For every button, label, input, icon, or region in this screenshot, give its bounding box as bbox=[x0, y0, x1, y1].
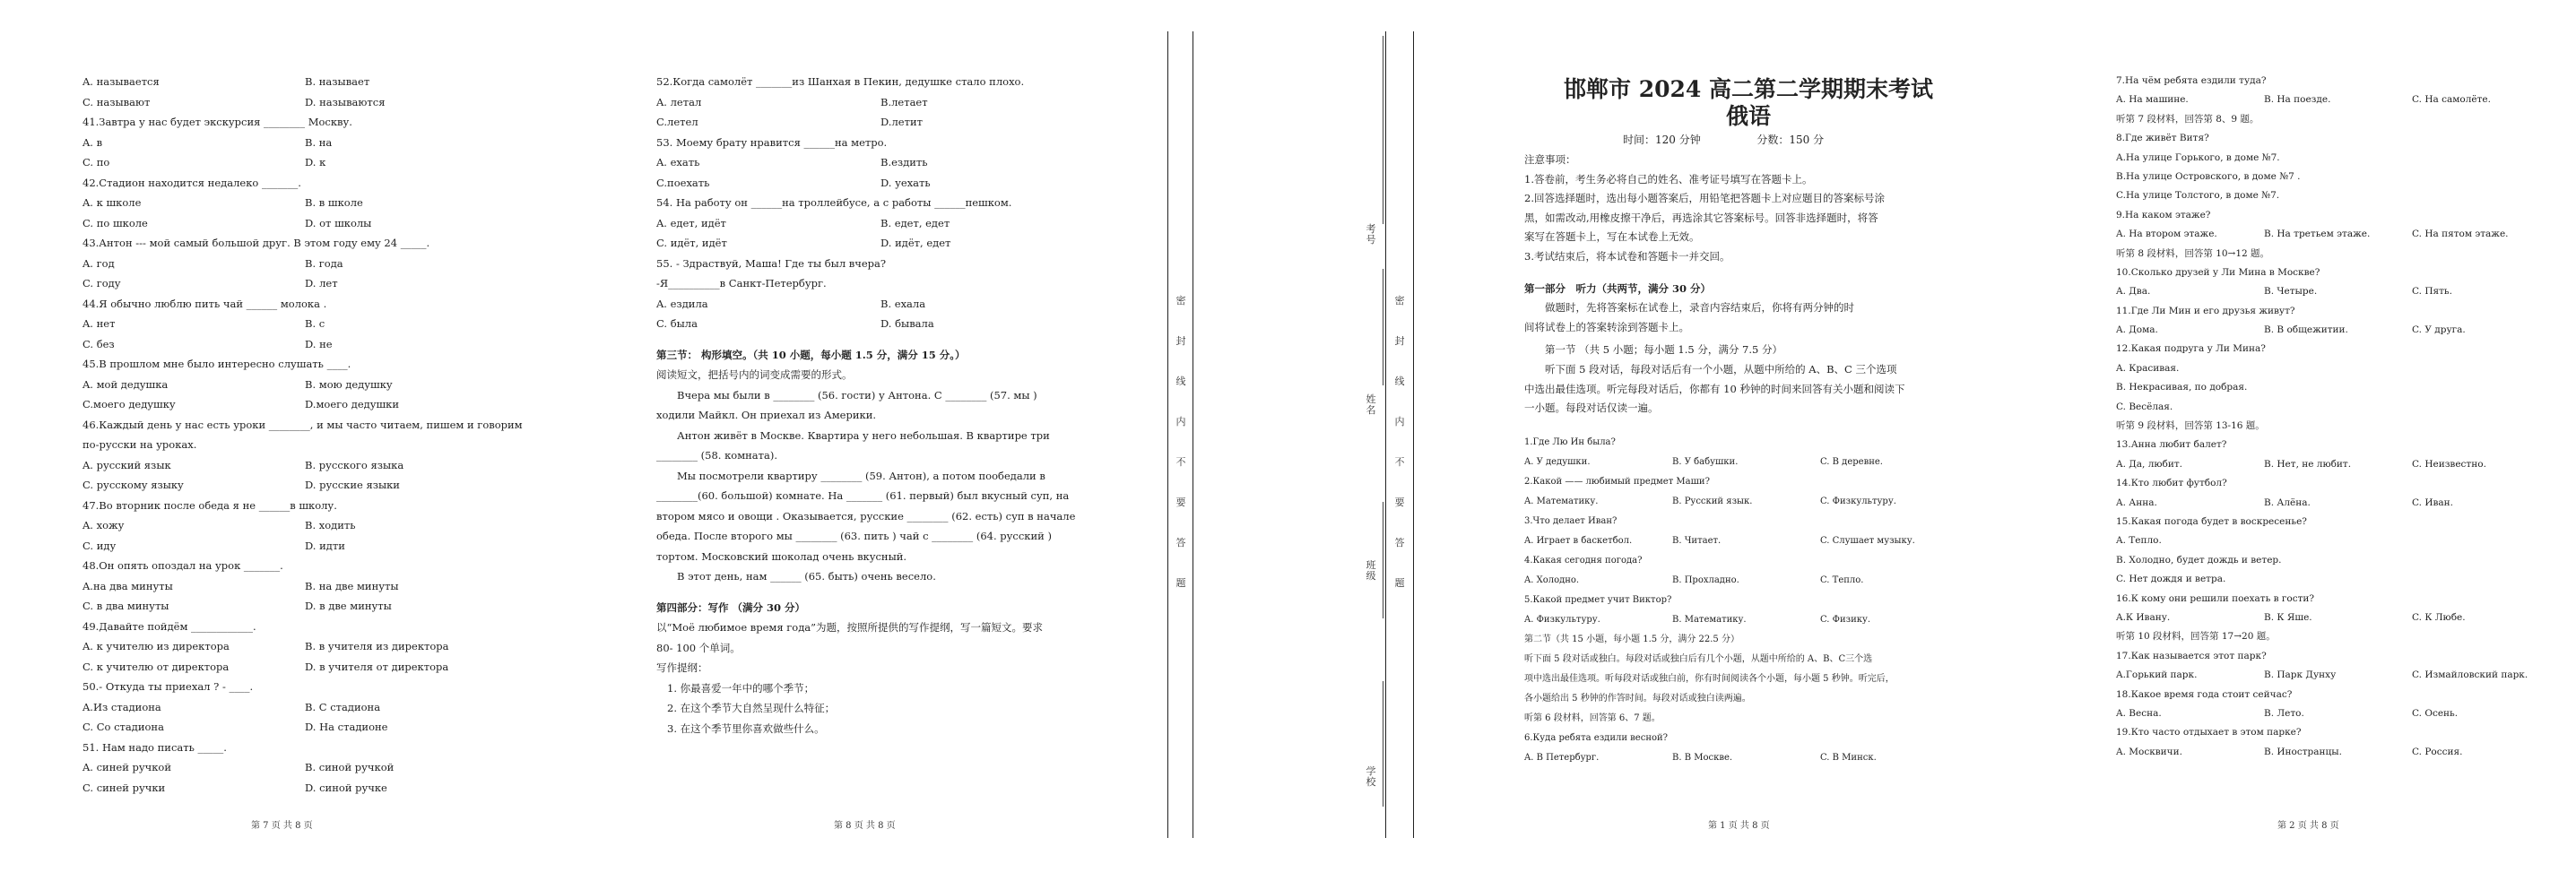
question-text: 55. - Здраствуй, Маша! Где ты был вчера? bbox=[656, 256, 887, 270]
question-text: 42.Стадион находится недалеко _______. bbox=[82, 176, 301, 189]
answer-option: C. по школе bbox=[82, 216, 148, 229]
answer-option: D.моего дедушки bbox=[305, 398, 400, 410]
option-row bbox=[1524, 571, 2026, 591]
exam-subject: 俄语 bbox=[1725, 103, 1771, 129]
question-text: A.На улице Горького, в доме №7. bbox=[2116, 151, 2280, 163]
option-row bbox=[1524, 610, 2026, 630]
question-text: A. Тепло. bbox=[2116, 535, 2162, 547]
option-row bbox=[2116, 455, 2564, 474]
option-row bbox=[82, 536, 638, 557]
answer-option: C. по bbox=[82, 156, 110, 168]
option-row bbox=[82, 657, 638, 678]
question-text: 41.Завтра у нас будет экскурсия ________ Москву. bbox=[82, 116, 352, 128]
answer-option: C. Пять. bbox=[2412, 286, 2452, 298]
answer-option: B. едет, едет bbox=[880, 216, 950, 229]
option-row bbox=[82, 213, 638, 234]
section4-title: 第四部分：写作 （满分 30 分） bbox=[656, 600, 806, 614]
question-text: по-русски на уроках. bbox=[82, 438, 197, 451]
answer-option: A. Да, любит. bbox=[2116, 458, 2183, 470]
writing-prompt-line: 写作提纲： bbox=[656, 661, 708, 674]
answer-option: C. иду bbox=[82, 539, 117, 552]
seal-char: 答 bbox=[1394, 537, 1405, 548]
question-text: 6.Куда ребята ездили весной? bbox=[1524, 732, 1669, 743]
answer-option: B. Прохладно. bbox=[1672, 574, 1739, 585]
answer-option: C. Измайловский парк. bbox=[2412, 669, 2528, 681]
writing-prompt-line: 80- 100 个单词。 bbox=[656, 641, 741, 654]
question-text: B.На улице Островского, в доме №7 . bbox=[2116, 170, 2301, 182]
answer-option: C.поехать bbox=[656, 176, 710, 189]
option-row bbox=[82, 152, 638, 173]
option-row bbox=[82, 273, 638, 294]
answer-option: B. В Москве. bbox=[1672, 752, 1733, 763]
answer-option: A. летал bbox=[656, 95, 702, 108]
answer-option: D. синой ручке bbox=[305, 781, 387, 794]
question-text: 各小题给出 5 秒钟的作答时间。每段对话或独白读两遍。 bbox=[1524, 693, 1751, 704]
answer-option: C. Тепло. bbox=[1820, 574, 1864, 585]
answer-option: C. году bbox=[82, 277, 121, 289]
question-text: 18.Какое время года стоит сейчас? bbox=[2116, 688, 2293, 700]
question-text: 16.К кому они решили поехать в гости? bbox=[2116, 592, 2315, 604]
passage-line: втором мясо и овощи . Оказывается, русские ________ (62. есть) суп в начале bbox=[656, 509, 1076, 523]
question-text: 45.В прошлом мне было интересно слушать ____. bbox=[82, 358, 351, 370]
answer-option: D. бывала bbox=[880, 317, 934, 330]
spacer bbox=[1524, 419, 2026, 433]
seal-char: 线 bbox=[1175, 376, 1186, 387]
page-7-column bbox=[82, 72, 638, 798]
answer-option: A. год bbox=[82, 256, 115, 270]
question-text: C.На улице Толстого, в доме №7. bbox=[2116, 190, 2280, 202]
seal-char: 密 bbox=[1394, 295, 1405, 307]
question-text: 49.Давайте пойдём ____________. bbox=[82, 619, 256, 633]
question-text: 2.Какой —— любимый предмет Маши? bbox=[1524, 476, 1710, 487]
answer-option: D. к bbox=[305, 156, 326, 168]
answer-option: D. лет bbox=[305, 277, 338, 289]
answer-option: C. Физику. bbox=[1820, 614, 1871, 625]
answer-option: D. от школы bbox=[305, 216, 372, 229]
answer-option: C. Со стадиона bbox=[82, 721, 164, 733]
note-line: 黑，如需改动,用橡皮擦干净后，再选涂其它答案标号。回答非选择题时，将答 bbox=[1524, 211, 1878, 224]
question-text: 52.Когда самолёт _______из Шанхая в Пекин, дедушке стало плохо. bbox=[656, 75, 1025, 88]
answer-option: C. На самолёте. bbox=[2412, 94, 2491, 106]
answer-option: B. У бабушки. bbox=[1672, 456, 1739, 467]
option-row bbox=[656, 173, 1096, 194]
option-row bbox=[82, 576, 638, 597]
answer-option: C. в два минуты bbox=[82, 600, 169, 612]
answer-option: A.на два минуты bbox=[82, 579, 173, 592]
page-8-column bbox=[656, 72, 1096, 738]
answer-option: B. Русский язык. bbox=[1672, 496, 1753, 506]
question-text: 47.Во вторник после обеда я не ______в школу. bbox=[82, 498, 337, 512]
option-row bbox=[82, 334, 638, 355]
answer-option: A. ехать bbox=[656, 156, 700, 168]
answer-option: A. Физкультуру. bbox=[1524, 614, 1600, 625]
answer-option: C.моего дедушку bbox=[82, 398, 176, 410]
answer-option: B. в школе bbox=[305, 196, 363, 209]
question-text: 19.Кто часто отдыхает в этом парке? bbox=[2116, 727, 2302, 738]
answer-option: C. была bbox=[656, 317, 698, 330]
question-text: 项中选出最佳选项。听每段对话或独白前，你有时间阅读各个小题，每小题 5 秒钟。听完后， bbox=[1524, 673, 1895, 684]
question-text: 17.Как называется этот парк? bbox=[2116, 650, 2267, 661]
binding-line-1 bbox=[1167, 31, 1168, 838]
label-kaohao: 考号 bbox=[1366, 223, 1376, 246]
answer-option: B. На третьем этаже. bbox=[2264, 229, 2371, 240]
question-text: 46.Каждый день у нас есть уроки ________, и мы часто читаем, пишем и говорим bbox=[82, 418, 523, 431]
option-row bbox=[82, 778, 638, 799]
page-1-column bbox=[1524, 151, 2026, 768]
option-row bbox=[82, 717, 638, 738]
answer-option: B. ходить bbox=[305, 519, 356, 531]
seal-char: 线 bbox=[1394, 376, 1405, 387]
seal-char: 封 bbox=[1394, 335, 1405, 347]
answer-option: C. русскому языку bbox=[82, 479, 184, 491]
answer-option: B.летает bbox=[880, 95, 928, 108]
answer-option: A. Холодно. bbox=[1524, 574, 1580, 585]
answer-option: B. Четыре. bbox=[2264, 286, 2318, 298]
option-row bbox=[82, 133, 638, 153]
label-name: 姓名 bbox=[1366, 393, 1376, 416]
question-text: 5.Какой предмет учит Виктор? bbox=[1524, 594, 1672, 605]
answer-option: C. Неизвестно. bbox=[2412, 458, 2486, 470]
passage-line: Антон живёт в Москве. Квартира у него небольшая. В квартире три bbox=[677, 428, 1050, 442]
question-text: 43.Антон --- мой самый большой друг. В этом году ему 24 _____. bbox=[82, 237, 430, 249]
exam-score: 分数：150 分 bbox=[1756, 134, 1825, 146]
question-text: 53. Моему брату нравится ______на метро. bbox=[656, 135, 888, 149]
question-text: 8.Где живёт Витя? bbox=[2116, 133, 2209, 144]
answer-option: A.Из стадиона bbox=[82, 700, 161, 713]
question-text: 15.Какая погода будет в воскресенье? bbox=[2116, 515, 2307, 527]
question-text: 11.Где Ли Мин и его друзья живут? bbox=[2116, 305, 2295, 316]
answer-option: D.летит bbox=[880, 116, 923, 128]
page-1-footer: 第 1 页 共 8 页 bbox=[1708, 821, 1770, 831]
answer-option: C. синей ручки bbox=[82, 781, 166, 794]
answer-option: B. Лето. bbox=[2264, 707, 2304, 719]
answer-option: A. называется bbox=[82, 75, 160, 88]
answer-option: C. Иван. bbox=[2412, 497, 2453, 508]
option-row bbox=[2116, 225, 2564, 244]
listening-questions bbox=[1524, 433, 2026, 768]
answer-option: A. Весна. bbox=[2116, 707, 2162, 719]
option-row bbox=[656, 294, 1096, 315]
note-line: 案写在答题卡上，写在本试卷上无效。 bbox=[1524, 230, 1700, 244]
option-row bbox=[656, 233, 1096, 254]
answer-option: B. На поезде. bbox=[2264, 94, 2331, 106]
question-text: 12.Какая подруга у Ли Мина? bbox=[2116, 343, 2266, 355]
option-row bbox=[656, 92, 1096, 113]
option-row bbox=[2116, 743, 2564, 762]
question-text: B. Холодно, будет дождь и ветер. bbox=[2116, 554, 2282, 566]
seal-char: 要 bbox=[1394, 497, 1405, 508]
option-row bbox=[2116, 321, 2564, 340]
section1-text: 中选出最佳选项。听完每段对话后，你都有 10 秒钟的时间来回答有关小题和阅读下 bbox=[1524, 382, 1905, 395]
option-row bbox=[82, 455, 638, 476]
question-text: 1.Где Лю Ин была? bbox=[1524, 436, 1616, 447]
answer-option: A. Анна. bbox=[2116, 497, 2157, 508]
answer-option: C. без bbox=[82, 337, 115, 350]
writing-prompt-line: 以“Моё любимое время года”为题，按照所提供的写作提纲，写一篇短文。要求 bbox=[656, 621, 1044, 634]
option-row bbox=[82, 757, 638, 778]
answer-option: A. к школе bbox=[82, 196, 142, 209]
exam-title: 邯郸市 2024 高二第二学期期末考试 bbox=[1564, 76, 1933, 102]
answer-option: A. Математику. bbox=[1524, 496, 1599, 506]
passage-line: Мы посмотрели квартиру ________ (59. Антон), а потом пообедали в bbox=[677, 469, 1045, 482]
question-text: 54. На работу он ______на троллейбусе, а с работы ______пешком. bbox=[656, 196, 1012, 209]
answer-option: B. русского языка bbox=[305, 458, 404, 471]
answer-option: A. На втором этаже. bbox=[2116, 229, 2217, 240]
seal-char: 内 bbox=[1394, 416, 1405, 428]
answer-option: B. Алёна. bbox=[2264, 497, 2311, 508]
passage-line: ________(60. большой) комнате. На _______ (61. первый) был вкусный суп, на bbox=[656, 489, 1070, 502]
option-row bbox=[82, 475, 638, 496]
option-row bbox=[1524, 748, 2026, 768]
option-row bbox=[82, 314, 638, 334]
question-text: 3.Что делает Иван? bbox=[1524, 515, 1618, 526]
writing-prompt-line: 3. 在这个季节里你喜欢做些什么。 bbox=[667, 721, 825, 735]
writing-prompt-line: 2. 在这个季节大自然呈现什么特征； bbox=[667, 702, 836, 714]
question-text: 44.Я обычно люблю пить чай ______ молока . bbox=[82, 297, 327, 310]
answer-option: C. идёт, идёт bbox=[656, 237, 727, 249]
question-text: 听第 9 段材料，回答第 13-16 题。 bbox=[2116, 420, 2265, 432]
section3-title: 第三节： 构形填空。（共 10 小题，每小题 1.5 分，满分 15 分。） bbox=[656, 348, 966, 361]
answer-option: A. в bbox=[82, 135, 103, 149]
option-row bbox=[1524, 453, 2026, 472]
answer-option: C. В Минск. bbox=[1820, 752, 1877, 763]
question-text: C. Нет дождя и ветра. bbox=[2116, 574, 2226, 585]
note-line: 3.考试结束后，将本试卷和答题卡一并交回。 bbox=[1524, 249, 1730, 263]
question-text: 7.На чём ребята ездили туда? bbox=[2116, 75, 2267, 86]
section1-text: 听下面 5 段对话，每段对话后有一个小题，从题中所给的 A、B、C 三个选项 bbox=[1545, 362, 1897, 376]
passage-line: обеда. После второго мы ________ (63. пить ) чай с ________ (64. русский ) bbox=[656, 530, 1052, 542]
question-text: A. Красивая. bbox=[2116, 362, 2180, 374]
option-row bbox=[82, 375, 638, 395]
answer-option: B. с bbox=[305, 317, 325, 330]
passage-line: ________ (58. комната). bbox=[656, 449, 778, 462]
note-line: 2.回答选择题时，选出每小题答案后，用铅笔把答题卡上对应题目的答案标号涂 bbox=[1524, 192, 1885, 205]
answer-option: D. идёт, едет bbox=[880, 237, 951, 249]
question-text: 听第 6 段材料，回答第 6、7 题。 bbox=[1524, 713, 1661, 723]
seal-char: 要 bbox=[1175, 497, 1186, 508]
seal-char: 内 bbox=[1175, 416, 1186, 428]
note-line: 1.答卷前，考生务必将自己的姓名、准考证号填写在答题卡上。 bbox=[1524, 172, 1813, 186]
page-2-footer: 第 2 页 共 8 页 bbox=[2277, 821, 2339, 831]
option-row bbox=[82, 515, 638, 536]
part1-text: 间将试卷上的答案转涂到答题卡上。 bbox=[1524, 320, 1689, 333]
seal-char: 答 bbox=[1175, 537, 1186, 548]
answer-option: B. мою дедушку bbox=[305, 377, 393, 391]
option-row bbox=[656, 314, 1096, 334]
answer-option: A. синей ручкой bbox=[82, 761, 172, 773]
answer-option: D. русские языки bbox=[305, 479, 400, 491]
answer-option: B. Нет, не любит. bbox=[2264, 458, 2352, 470]
option-row bbox=[2116, 609, 2564, 627]
label-class: 班级 bbox=[1366, 559, 1376, 582]
option-row bbox=[82, 254, 638, 274]
question-text: 9.На каком этаже? bbox=[2116, 209, 2211, 220]
answer-option: B. называет bbox=[305, 75, 370, 88]
answer-option: B.ездить bbox=[880, 156, 928, 168]
question-text: 14.Кто любит футбол? bbox=[2116, 478, 2227, 489]
question-text: 48.Он опять опоздал на урок _______. bbox=[82, 559, 283, 572]
notes-title: 注意事项： bbox=[1524, 153, 1576, 166]
question-text: C. Весёлая. bbox=[2116, 401, 2173, 412]
option-row bbox=[656, 213, 1096, 234]
answer-option: A.Горький парк. bbox=[2116, 669, 2198, 681]
answer-option: C. называют bbox=[82, 95, 151, 108]
option-row bbox=[656, 112, 1096, 133]
binding-line-3 bbox=[1385, 31, 1386, 838]
writing-prompt-line: 1. 你最喜爱一年中的哪个季节； bbox=[667, 681, 815, 695]
answer-option: A. к учителю из директора bbox=[82, 640, 230, 652]
answer-option: D. называются bbox=[305, 95, 386, 108]
option-row bbox=[82, 193, 638, 213]
exam-time: 时间：120 分钟 bbox=[1623, 134, 1701, 146]
answer-option: C. Осень. bbox=[2412, 707, 2459, 719]
answer-option: C. Слушает музыку. bbox=[1820, 535, 1915, 546]
option-row bbox=[82, 72, 638, 92]
answer-option: B. ехала bbox=[880, 297, 926, 310]
answer-option: A. В Петербург. bbox=[1524, 752, 1600, 763]
label-school: 学校 bbox=[1366, 765, 1376, 788]
question-text: 51. Нам надо писать _____. bbox=[82, 740, 227, 754]
seal-char: 封 bbox=[1175, 335, 1186, 347]
option-row bbox=[82, 394, 638, 415]
exam-time-score bbox=[1623, 132, 1824, 147]
option-row bbox=[2116, 666, 2564, 685]
answer-option: A. хожу bbox=[82, 519, 125, 531]
answer-option: A. Москвичи. bbox=[2116, 746, 2182, 757]
option-row bbox=[2116, 494, 2564, 513]
option-row bbox=[82, 636, 638, 657]
question-text: B. Некрасивая, по добрая. bbox=[2116, 382, 2248, 393]
answer-option: B. Парк Дунху bbox=[2264, 669, 2337, 681]
question-text: 第二节（共 15 小题，每小题 1.5 分，满分 22.5 分） bbox=[1524, 634, 1739, 644]
seal-char: 题 bbox=[1175, 577, 1186, 589]
answer-option: D. не bbox=[305, 337, 333, 350]
question-text: 听下面 5 段对话或独白。每段对话或独白后有几个小题，从题中所给的 A、B、C三个选 bbox=[1524, 653, 1873, 664]
answer-option: C. Россия. bbox=[2412, 746, 2463, 757]
option-row bbox=[1524, 531, 2026, 551]
option-row bbox=[82, 92, 638, 113]
answer-option: D. уехать bbox=[880, 176, 931, 189]
passage-line: Вчера мы были в ________ (56. гости) у Антона. С ________ (57. мы ) bbox=[677, 388, 1037, 402]
question-text: 50.- Откуда ты приехал ? - ____. bbox=[82, 680, 254, 693]
option-row bbox=[2116, 91, 2564, 109]
answer-option: A. У дедушки. bbox=[1524, 456, 1591, 467]
answer-option: A. нет bbox=[82, 317, 116, 330]
answer-option: B. в учителя из директора bbox=[305, 640, 449, 652]
seal-char: 题 bbox=[1394, 577, 1405, 589]
question-text: 4.Какая сегодня погода? bbox=[1524, 555, 1643, 566]
answer-option: C. В деревне. bbox=[1820, 456, 1883, 467]
answer-option: C. На пятом этаже. bbox=[2412, 229, 2509, 240]
section1-text: 一小题。每段对话仅读一遍。 bbox=[1524, 402, 1659, 415]
passage-line: В этот день, нам ______ (65. быть) очень весело. bbox=[677, 570, 936, 583]
answer-option: A. Играет в баскетбол. bbox=[1524, 535, 1633, 546]
answer-option: D. идти bbox=[305, 539, 345, 552]
option-row bbox=[82, 596, 638, 617]
seal-char: 密 bbox=[1175, 295, 1186, 307]
page-8-footer: 第 8 页 共 8 页 bbox=[834, 821, 896, 831]
question-text: 听第 7 段材料，回答第 8、9 题。 bbox=[2116, 113, 2259, 125]
section3-instructions: 阅读短文，把括号内的词变成需要的形式。 bbox=[656, 368, 853, 381]
answer-option: A. Дома. bbox=[2116, 324, 2158, 336]
answer-option: A. едет, идёт bbox=[656, 216, 726, 229]
answer-option: A. мой дедушка bbox=[82, 377, 169, 391]
answer-option: B. на bbox=[305, 135, 333, 149]
section1-title: 第一节 （共 5 小题；每小题 1.5 分，满分 7.5 分） bbox=[1545, 343, 1782, 357]
answer-option: A. На машине. bbox=[2116, 94, 2189, 106]
answer-option: D. в учителя от директора bbox=[305, 660, 449, 673]
seal-char: 不 bbox=[1175, 456, 1186, 468]
answer-option: B. Читает. bbox=[1672, 535, 1722, 546]
passage-line: тортом. Московский шоколад очень вкусный. bbox=[656, 549, 907, 563]
question-text: -Я__________в Санкт-Петербург. bbox=[656, 277, 827, 289]
answer-option: C. К Любе. bbox=[2412, 611, 2466, 623]
option-row bbox=[1524, 492, 2026, 512]
page-7-footer: 第 7 页 共 8 页 bbox=[251, 821, 313, 831]
answer-option: C. Физкультуру. bbox=[1820, 496, 1896, 506]
answer-option: D. На стадионе bbox=[305, 721, 388, 733]
answer-option: C. У друга. bbox=[2412, 324, 2466, 336]
answer-option: A. русский язык bbox=[82, 458, 171, 471]
page-2-column bbox=[2116, 72, 2564, 762]
question-text: 10.Сколько друзей у Ли Мина в Москве? bbox=[2116, 266, 2320, 278]
binding-line-4 bbox=[1413, 31, 1414, 838]
answer-option: A.К Ивану. bbox=[2116, 611, 2171, 623]
option-row bbox=[82, 697, 638, 718]
answer-option: A. Два. bbox=[2116, 286, 2151, 298]
answer-option: B. К Яше. bbox=[2264, 611, 2312, 623]
question-text: 13.Анна любит балет? bbox=[2116, 439, 2227, 451]
question-text: 听第 10 段材料，回答第 17→20 题。 bbox=[2116, 631, 2276, 643]
answer-option: B. Иностранцы. bbox=[2264, 746, 2342, 757]
question-text: 听第 8 段材料，回答第 10→12 题。 bbox=[2116, 247, 2270, 259]
answer-option: B. С стадиона bbox=[305, 700, 381, 713]
answer-option: C.летел bbox=[656, 116, 698, 128]
option-row bbox=[2116, 282, 2564, 301]
passage-line: ходили Майкл. Он приехал из Америки. bbox=[656, 409, 877, 421]
answer-option: A. ездила bbox=[656, 297, 708, 310]
option-row bbox=[656, 152, 1096, 173]
part1-title: 第一部分 听力（共两节，满分 30 分） bbox=[1524, 281, 1712, 295]
answer-option: C. к учителю от директора bbox=[82, 660, 230, 673]
answer-option: B. Математику. bbox=[1672, 614, 1747, 625]
answer-option: B. В общежитии. bbox=[2264, 324, 2348, 336]
part1-text: 做题时，先将答案标在试卷上，录音内容结束后，你将有两分钟的时 bbox=[1545, 301, 1854, 315]
option-row bbox=[2116, 704, 2564, 723]
answer-option: B. года bbox=[305, 256, 343, 270]
answer-option: B. на две минуты bbox=[305, 579, 399, 592]
answer-option: D. в две минуты bbox=[305, 600, 392, 612]
answer-option: B. синой ручкой bbox=[305, 761, 395, 773]
seal-char: 不 bbox=[1394, 456, 1405, 468]
